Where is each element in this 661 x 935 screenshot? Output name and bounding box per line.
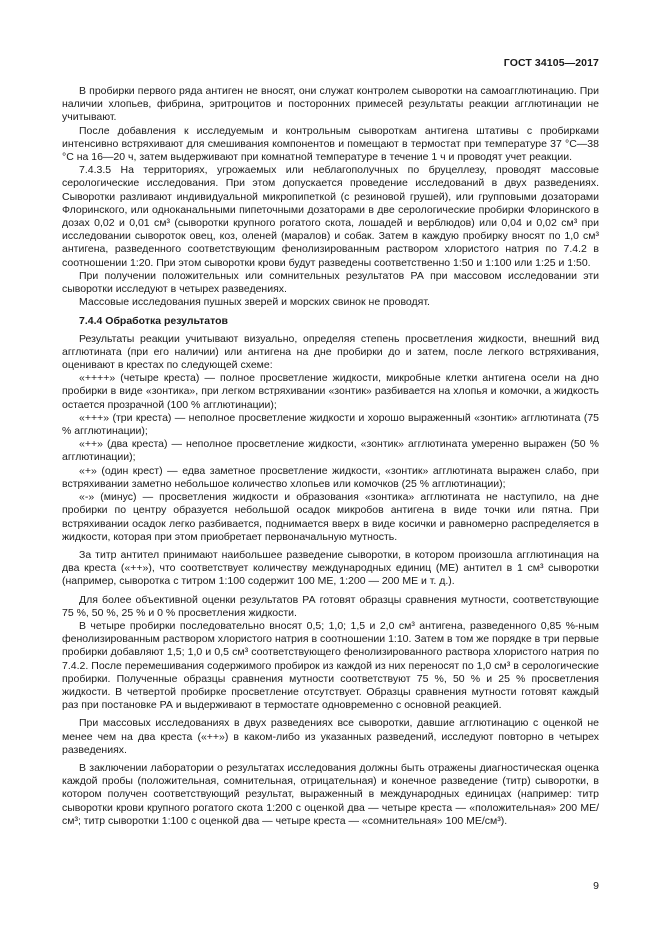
paragraph: Массовые исследования пушных зверей и морских свинок не проводят. xyxy=(79,296,430,309)
paragraph: «++» (два креста) — неполное просветление жидкости, «зонтик» агглютината умеренно выражен (50 % агглютинации); xyxy=(62,438,599,464)
page-body xyxy=(62,85,599,828)
section-heading: 7.4.4 Обработка результатов xyxy=(79,315,228,328)
paragraph: Результаты реакции учитывают визуально, определяя степень просветления жидкости, внешний вид агглютината (при его наличии) или антигена на дне пробирки до и затем, после легкого встряхивания, оценивают в крестах по следующей схеме: xyxy=(62,332,599,372)
paragraph: После добавления к исследуемым и контрольным сывороткам антигена штативы с пробирками интенсивно встряхивают для смешивания компонентов и помещают в термостат при температуре 37 °С—38 °С на 16—20 ч, затем выдерживают при комнатной температуре в течение 1 ч и проводят учет реакции. xyxy=(62,124,599,164)
paragraph: Для более объективной оценки результатов РА готовят образцы сравнения мутности, соответствующие 75 %, 50 %, 25 % и 0 % просветления жидкости. xyxy=(62,593,599,619)
paragraph: При получении положительных или сомнительных результатов РА при массовом исследовании эти сыворотки исследуют в четырех разведениях. xyxy=(62,269,599,296)
paragraph: В пробирки первого ряда антиген не вносят, они служат контролем сыворотки на самоагглютинацию. При наличии хлопьев, фибрина, эритроцитов и посторонних примесей результаты реакции агглютинации не учитывают. xyxy=(62,85,599,124)
paragraph: При массовых исследованиях в двух разведениях все сыворотки, давшие агглютинацию с оценкой не менее чем на два креста («++») в каком-либо из указанных разведений, исследуют повторно в четырех разведениях. xyxy=(62,717,599,756)
paragraph: В четыре пробирки последовательно вносят 0,5; 1,0; 1,5 и 2,0 см³ антигена, разведенного 0,85 %-ным фенолизированным раствором хлористого натрия в соотношении 1:10. Затем в том же порядке в три первые пробирки добавляют 1,5; 1,0 и 0,5 см³ соответствующего фенолизированного раствора хлористого натрия по 7.4.2. После перемешивания содержимого пробирок из каждой из них переносят по 1,0 см³ в серологические пробирки. Полученные образцы сравнения мутности соответствуют 75 %, 50 % и 25 % просветления жидкости. В четвертой пробирке просветление отсутствует. Образцы сравнения мутности готовят каждый раз при постановке РА и выдерживают в термостате одновременно с основной реакцией. xyxy=(62,619,599,712)
document-header: ГОСТ 34105—2017 xyxy=(503,57,599,69)
paragraph: «++++» (четыре креста) — полное просветление жидкости, микробные клетки антигена осели на дно пробирки в виде «зонтика», при легком встряхивании «зонтик» разбивается на хлопья и комочки, а жидкость остается прозрачной (100 % агглютинации); xyxy=(62,372,599,411)
paragraph: За титр антител принимают наибольшее разведение сыворотки, в котором произошла агглютинация на два креста («++»), что соответствует количеству международных единиц (МЕ) антител в 1 см³ сыворотки (например, сыворотка с титром 1:100 содержит 100 МЕ, 1:200 — 200 МЕ и т. д.). xyxy=(62,548,599,588)
paragraph: «-» (минус) — просветления жидкости и образования «зонтика» агглютината не наступило, на дне пробирки по центру образуется небольшой осадок микробов антигена в виде точки или пятна. При встряхивании осадок легко разбивается, поднимается вверх в виде косички и равномерно распределяется в жидкости, которая при этом приобретает первоначальную мутность. xyxy=(62,491,599,543)
paragraph: «+» (один крест) — едва заметное просветление жидкости, «зонтик» агглютината выражен слабо, при встряхивании заметно небольшое количество хлопьев или комочков (25 % агглютинации); xyxy=(62,464,599,490)
paragraph: 7.4.3.5 На территориях, угрожаемых или неблагополучных по бруцеллезу, проводят массовые серологические исследования. При этом допускается проведение исследований в двух разведениях. Сыворотки разливают индивидуальной микропипеткой (с резиновой грушей), или групповыми дозаторами Флоринского, или одноканальными пипеточными дозаторами в две серологические пробирки Флоринского в дозах 0,02 и 0,01 см³ (сыворотки крупного рогатого скота, лошадей и верблюдов) или 0,04 и 0,02 см³ при исследовании сывороток овец, коз, оленей (маралов) и собак. Затем в каждую пробирку вносят по 1,0 см³ антигена, разведенного соответствующим фенолизированным раствором хлористого натрия по 7.4.2 в соотношении 1:20. При этом сыворотки крови будут разведены соответственно 1:50 и 1:100 или 1:25 и 1:50. xyxy=(62,164,599,269)
paragraph: «+++» (три креста) — неполное просветление жидкости и хорошо выраженный «зонтик» агглютината (75 % агглютинации); xyxy=(62,411,599,438)
paragraph: В заключении лаборатории о результатах исследования должны быть отражены диагностическая оценка каждой пробы (положительная, сомнительная, отрицательная) и конечное разведение (титр) сыворотки, в котором получен соответствующий результат, выраженный в международных единицах (например: титр сыворотки крови крупного рогатого скота 1:200 с оценкой два — четыре креста — «положительная» 200 МЕ/см³; титр сыворотки 1:100 с оценкой два — четыре креста — «сомнительная» 100 МЕ/см³). xyxy=(62,761,599,827)
page-number: 9 xyxy=(593,880,599,892)
